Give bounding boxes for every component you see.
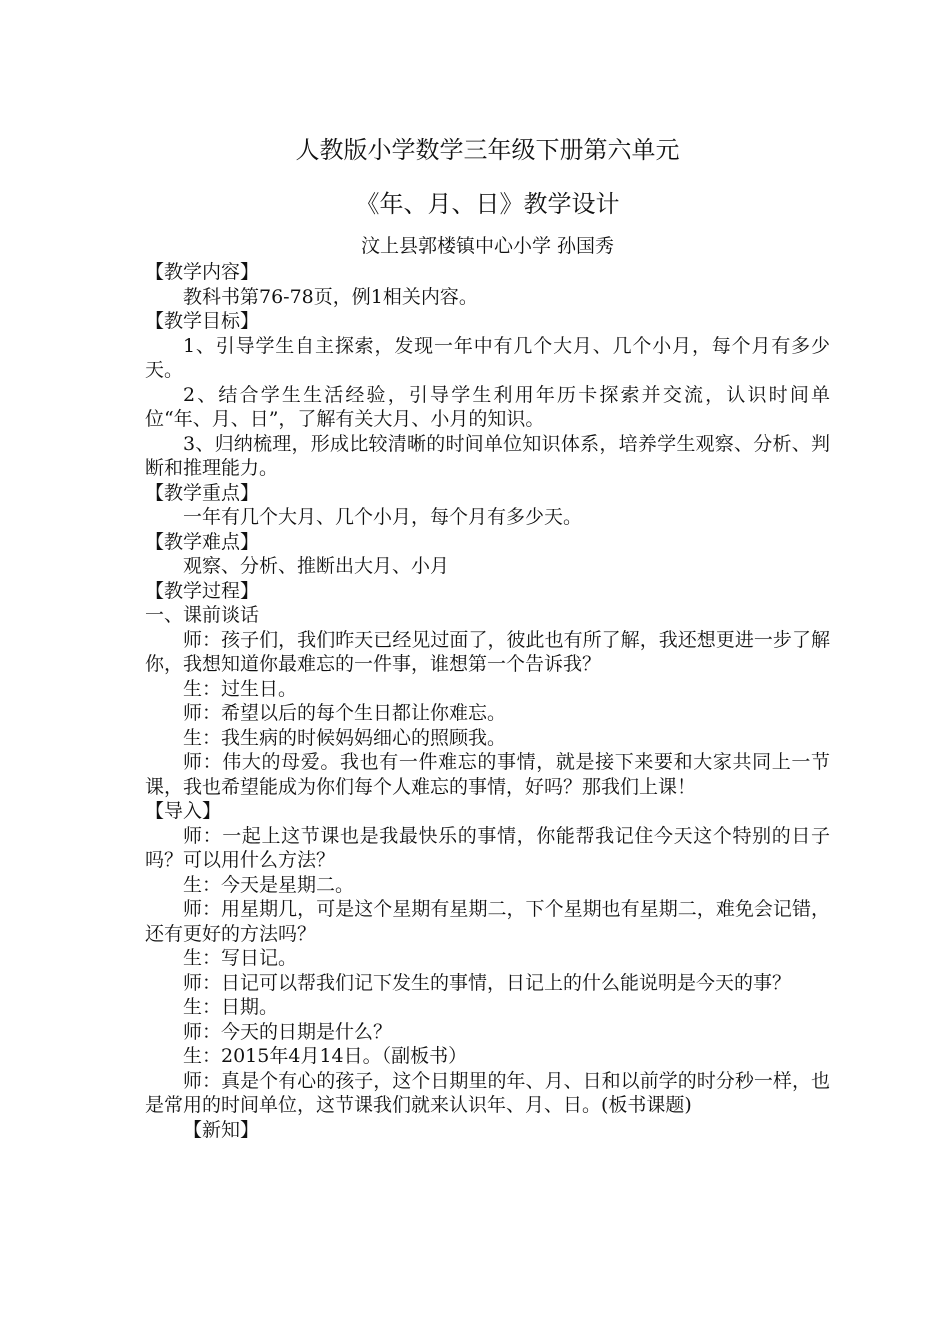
dialogue-line: 生：我生病的时候妈妈细心的照顾我。: [183, 726, 507, 749]
subsection-heading-pre-talk: 一、课前谈话: [145, 604, 260, 626]
dialogue-line: 生：今天是星期二。: [183, 873, 355, 896]
doc-title-line2: 《年、月、日》教学设计: [355, 190, 620, 218]
section-heading-process: 【教学过程】: [145, 579, 260, 602]
dialogue-line: 生：2015年4月14日。（副板书）: [183, 1045, 468, 1067]
section-heading-new: 【新知】: [183, 1118, 260, 1141]
dialogue-line: 师：希望以后的每个生日都让你难忘。: [183, 702, 507, 724]
content-text: 教科书第76-78页，例1相关内容。: [183, 285, 478, 308]
dialogue-line: 师：今天的日期是什么？: [183, 1020, 393, 1043]
goal-item-1: 1、引导学生自主探索，发现一年中有几个大月、几个小月，每个月有多少天。: [145, 334, 830, 381]
dialogue-line: 师：用星期几，可是这个星期有星期二，下个星期也有星期二，难免会记错，还有更好的方法吗？: [145, 898, 830, 945]
dialogue-line: 生：写日记。: [183, 947, 298, 969]
section-heading-difficult: 【教学难点】: [145, 530, 260, 553]
section-heading-content: 【教学内容】: [145, 261, 260, 283]
section-heading-goals: 【教学目标】: [145, 310, 260, 332]
dialogue-line: 师：伟大的母爱。我也有一件难忘的事情，就是接下来要和大家共同上一节课，我也希望能成为你们每个人难忘的事情，好吗？那我们上课！: [145, 751, 830, 798]
dialogue-line: 师：孩子们，我们昨天已经见过面了，彼此也有所了解，我还想更进一步了解你，我想知道你最难忘的一件事，谁想第一个告诉我？: [145, 628, 830, 675]
goal-item-3: 3、归纳梳理，形成比较清晰的时间单位知识体系，培养学生观察、分析、判断和推理能力。: [145, 432, 830, 479]
key-text: 一年有几个大月、几个小月，每个月有多少天。: [183, 506, 583, 528]
doc-title-line1: 人教版小学数学三年级下册第六单元: [295, 136, 680, 164]
dialogue-line: 生：过生日。: [183, 677, 298, 700]
doc-author: 汶上县郭楼镇中心小学 孙国秀: [360, 235, 615, 257]
dialogue-line: 师：日记可以帮我们记下发生的事情，日记上的什么能说明是今天的事？: [183, 971, 792, 994]
dialogue-line: 师：真是个有心的孩子，这个日期里的年、月、日和以前学的时分秒一样，也是常用的时间单位，这节课我们就来认识年、月、日。(板书课题): [145, 1069, 830, 1116]
section-heading-key: 【教学重点】: [145, 481, 260, 504]
difficult-text: 观察、分析、推断出大月、小月: [183, 555, 450, 577]
dialogue-line: 师：一起上这节课也是我最快乐的事情，你能帮我记住今天这个特别的日子吗？可以用什么方法？: [145, 824, 830, 871]
dialogue-line: 生：日期。: [183, 996, 279, 1018]
goal-item-2: 2、结合学生生活经验，引导学生利用年历卡探索并交流，认识时间单位“年、月、日”，了解有关大月、小月的知识。: [145, 383, 830, 430]
section-heading-intro: 【导入】: [145, 800, 222, 822]
doc-body: [145, 260, 830, 1142]
